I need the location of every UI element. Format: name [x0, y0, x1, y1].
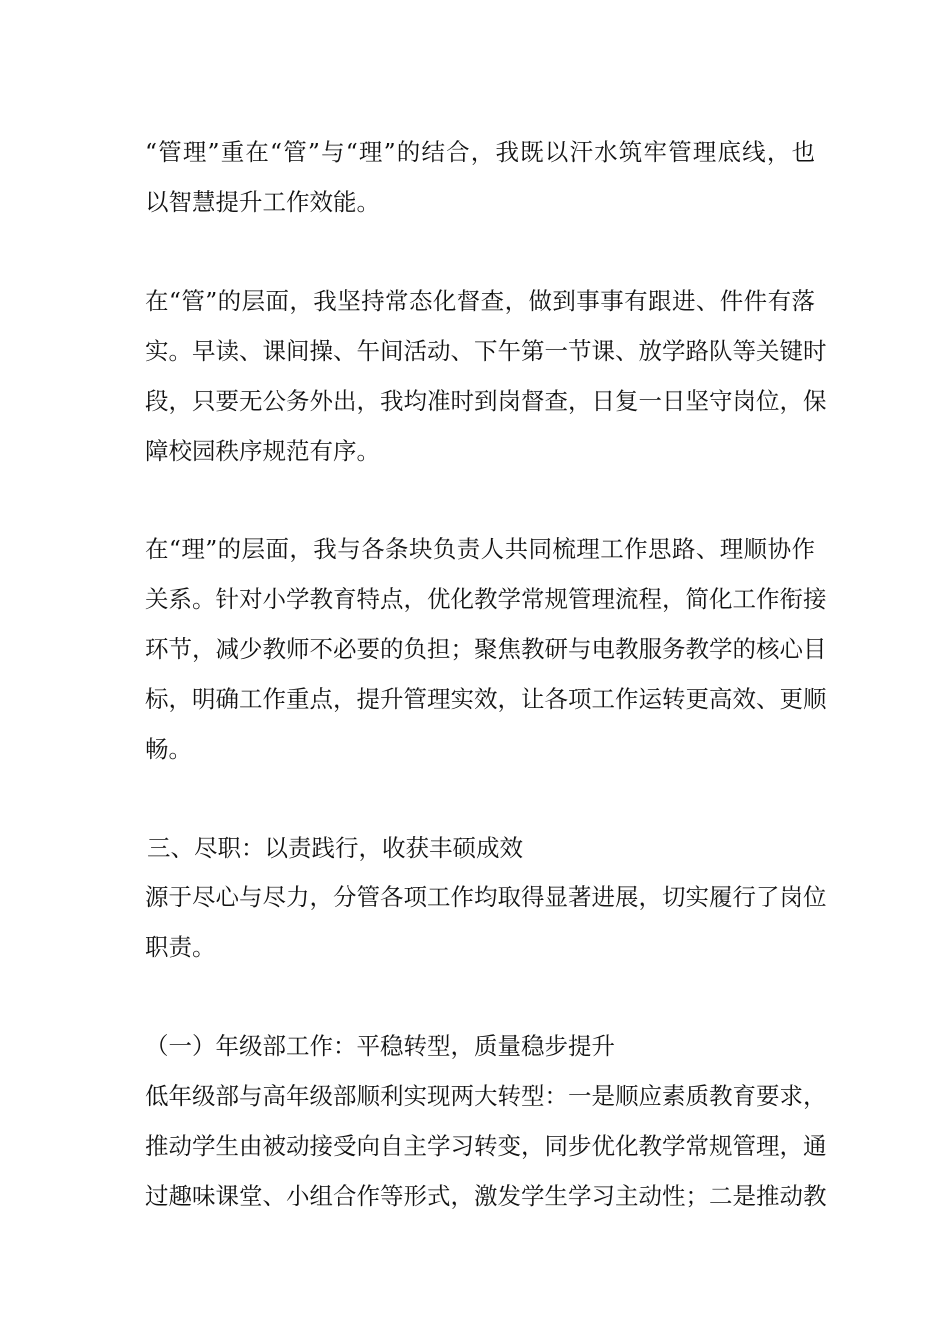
paragraph-line: 在“理”的层面，我与各条块负责人共同梳理工作思路、理顺协作 — [145, 535, 815, 563]
paragraph-li — [145, 524, 827, 774]
paragraph-line: 过趣味课堂、小组合作等形式，激发学生学习主动性；二是推动教 — [145, 1182, 827, 1210]
section-heading: 三、尽职：以责践行，收获丰硕成效 — [147, 834, 523, 862]
paragraph-line: 关系。针对小学教育特点，优化教学常规管理流程，简化工作衔接 — [145, 585, 827, 613]
paragraph-guan — [145, 276, 827, 476]
paragraph-management — [145, 127, 815, 227]
paragraph-line: 在“管”的层面，我坚持常态化督查，做到事事有跟进、件件有落 — [145, 287, 815, 315]
paragraph-section3 — [145, 872, 827, 972]
paragraph-line: 段，只要无公务外出，我均准时到岗督查，日复一日坚守岗位，保 — [145, 387, 827, 415]
paragraph-line: 源于尽心与尽力，分管各项工作均取得显著进展，切实履行了岗位 — [145, 883, 827, 911]
subsection-heading: （一）年级部工作：平稳转型，质量稳步提升 — [145, 1032, 615, 1060]
paragraph-line: 推动学生由被动接受向自主学习转变，同步优化教学常规管理，通 — [145, 1132, 827, 1160]
paragraph-line: 环节，减少教师不必要的负担；聚焦教研与电教服务教学的核心目 — [145, 635, 827, 663]
paragraph-line: 畅。 — [145, 735, 192, 763]
paragraph-line: 标，明确工作重点，提升管理实效，让各项工作运转更高效、更顺 — [145, 685, 827, 713]
paragraph-line: 低年级部与高年级部顺利实现两大转型：一是顺应素质教育要求， — [145, 1082, 827, 1110]
paragraph-line: 以智慧提升工作效能。 — [145, 188, 380, 216]
paragraph-subsection1 — [145, 1071, 827, 1221]
paragraph-line: “管理”重在“管”与“理”的结合，我既以汗水筑牢管理底线，也 — [145, 138, 815, 166]
paragraph-line: 障校园秩序规范有序。 — [145, 437, 380, 465]
paragraph-line: 实。早读、课间操、午间活动、下午第一节课、放学路队等关键时 — [145, 337, 827, 365]
paragraph-line: 职责。 — [145, 933, 216, 961]
